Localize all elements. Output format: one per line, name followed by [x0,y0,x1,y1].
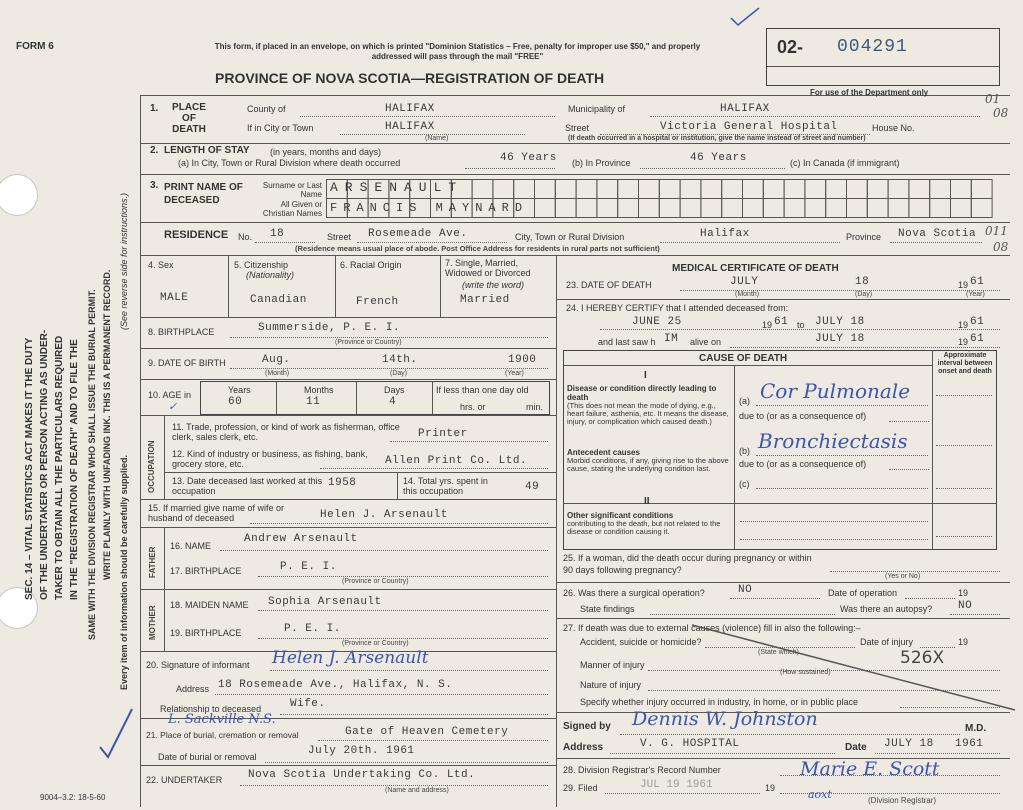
injury-year-prefix: 19 [958,637,969,647]
filed-stamp: JUL 19 1961 [640,779,713,791]
other-line-1 [740,521,928,522]
cause-interval-col [932,351,933,549]
city-label: If in City or Town [247,123,314,133]
rule-23 [556,299,1010,300]
dob-line [230,368,548,369]
rule-25 [556,582,1010,583]
autopsy-value: NO [958,600,973,612]
informant-sig-label: 20. Signature of informant [146,660,250,670]
marital-sub: (write the word) [462,280,525,290]
undertaker-cap: (Name and address) [385,787,449,794]
hrs-label: hrs. or [460,402,486,412]
min-label: min. [526,402,544,412]
registration-box [766,28,1000,86]
stay-a-value: 46 Years [500,152,557,164]
birthplace-label: 8. BIRTHPLACE [148,327,215,337]
marital-value: Married [460,294,510,306]
municipality-label: Municipality of [568,104,626,114]
occupation-section-label: OCCUPATION [147,440,156,493]
undertaker-line [240,785,548,786]
sex-label: 4. Sex [148,260,174,270]
birthplace-caption: (Province or Country) [335,339,402,346]
interval-line-1 [936,395,992,396]
burial-permit-note: L. Sackville N.S. [168,712,276,727]
alive-date: JULY 18 [815,333,865,345]
cause-a-value: Cor Pulmonale [760,379,911,403]
name-caption: (Name) [425,135,449,142]
residence-no-line [255,242,315,243]
cause-heading-rule [564,365,932,366]
last-worked-label: 13. Date deceased last worked at this occupation [172,476,323,496]
from-year: 61 [774,316,789,328]
industry-line [320,468,548,469]
dob-day: 14th. [382,354,418,366]
municipality-line [650,116,980,117]
nature-label: Nature of injury [580,680,642,690]
dod-month: JULY [730,276,759,288]
antecedent-label: Antecedent causes [567,448,640,457]
sex-value: MALE [160,292,189,304]
registrar-initials: aoxt [808,788,832,801]
rule-8 [140,348,556,349]
rule-2 [140,174,1010,175]
woman-label: 25. If a woman, did the death occur during pregnancy or within 90 days following pregnancy? [563,553,812,575]
informant-address-label: Address [176,684,210,694]
other-conditions-note: contributing to the death, but not related to the disease or condition causing it. [567,519,721,536]
due-to-a-line [889,421,929,422]
margin-text-6: WRITE PLAINLY WITH UNFADING INK. THIS IS A PERMANENT RECORD. [102,269,112,580]
rule-15 [140,527,556,528]
mother-maiden-label: 18. MAIDEN NAME [170,600,249,610]
burial-place-value: Gate of Heaven Cemetery [345,726,509,738]
place-num: 1. [150,103,159,114]
county-label: County of [247,104,286,114]
due-to-b-line [889,469,929,470]
due-to-a: due to (or as a consequence of) [739,411,867,421]
surgery-line [730,598,820,599]
findings-label: State findings [580,604,635,614]
age-label: 10. AGE in [148,390,192,400]
frame-center [556,255,557,807]
residence-province-line [890,242,982,243]
other-line-2 [740,539,928,540]
date-op-line [905,598,955,599]
disease-note: (This does not mean the mode of dying, e.g., heart failure, asthenia, etc. It means the disease, injury, or complication which caused death.) [567,401,729,426]
surgery-value: NO [738,584,753,596]
residence-no-label: No. [238,232,253,242]
rule-1 [140,143,1010,144]
street-label: Street [565,123,590,133]
col-6 [440,255,441,317]
mother-birthplace-line [258,638,548,639]
interval-line-2 [936,445,992,446]
relationship-line [280,714,548,715]
margin-text-5: SAME WITH THE DIVISION REGISTRAR WHO SHALL ISSUE THE BURIAL PERMIT. [87,289,97,640]
manner-code: 526X [900,648,945,668]
interval-line-4 [936,536,992,537]
filed-label: 29. Filed [563,783,598,793]
spouse-value: Helen J. Arsenault [320,509,448,521]
surname-value: ARSENAULT [330,180,464,195]
woman-line [830,571,1000,572]
age-months-value: 11 [306,396,321,408]
col-4 [228,255,229,317]
rule-4 [140,255,1010,256]
racial-origin-value: French [356,296,399,308]
dod-year: 61 [970,276,985,288]
stay-a-label: (a) In City, Town or Rural Division where death occurred [178,158,401,168]
alive-line [730,347,1000,348]
registrar-cap: (Division Registrar) [868,796,937,805]
total-years-value: 49 [525,481,540,493]
occupation-col [397,472,398,499]
age-col-2 [356,381,357,414]
stay-b-label: (b) In Province [572,158,631,168]
cause-a-label: (a) [739,396,750,406]
dod-line [680,290,1000,291]
age-days-value: 4 [389,396,397,408]
stay-num: 2. [150,145,159,156]
signer-address-value: V. G. HOSPITAL [640,738,740,750]
burial-place-line [318,740,548,741]
record-label: 28. Division Registrar's Record Number [563,765,721,775]
occupation-divider [164,415,165,499]
dob-year-cap: (Year) [505,370,524,377]
frame-left [140,95,141,807]
rule-3 [140,222,1010,223]
trade-label: 11. Trade, profession, or kind of work as fisherman, office clerk, sales clerk, etc. [172,422,400,442]
envelope-note: This form, if placed in an envelope, on which is printed "Dominion Statistics – Free, penalty for improper use $50," and properly addressed will pass through the mail "FREE" [214,42,701,61]
county-value: HALIFAX [385,103,435,115]
dod-year-prefix: 19 [958,280,969,290]
registrar-signature: Marie E. Scott [800,758,940,780]
manner-label: Manner of injury [580,660,645,670]
informant-signature: Helen J. Arsenault [272,648,429,668]
last-saw-label: and last saw h [598,337,656,347]
age-months-label: Months [304,385,334,395]
residence-street-value: Rosemeade Ave. [368,228,468,240]
from-year-prefix: 19 [762,320,773,330]
citizenship-label: 5. Citizenship [234,260,289,270]
rule-signature [556,758,1010,759]
cause-b-label: (b) [739,446,750,456]
given-label: All Given or Christian Names [262,200,322,218]
residence-city-label: City, Town or Rural Division [515,232,625,242]
birthplace-line [230,337,548,338]
industry-label: 12. Kind of industry or business, as fishing, bank, grocery store, etc. [172,449,368,469]
given-names-value: FRANCIS MAYNARD [330,201,529,215]
accident-label: Accident, suicide or homicide? [580,637,702,647]
due-to-b: due to (or as a consequence of) [739,459,867,469]
dod-label: 23. DATE OF DEATH [566,280,652,290]
dept-use-caption: For use of the Department only [810,88,929,97]
stay-b-value: 46 Years [690,152,747,164]
signer-address-label: Address [563,742,604,753]
alive-label: alive on [690,337,722,347]
burial-date-label: Date of burial or removal [158,752,257,762]
rule-14 [140,499,556,500]
racial-origin-label: 6. Racial Origin [340,260,402,270]
surname-label: Surname or Last Name [262,181,322,199]
city-value: HALIFAX [385,121,435,133]
municipality-value: HALIFAX [720,103,770,115]
mother-birthplace-value: P. E. I. [284,623,341,635]
to-year-prefix: 19 [958,320,969,330]
house-label: House No. [872,123,915,133]
residence-note: (Residence means usual place of abode. Post Office Address for residents in rural parts not sufficient) [295,244,660,253]
date-op-label: Date of operation [828,588,898,598]
mother-divider [164,589,165,651]
rule-father [140,589,556,590]
margin-text-2: OF THE UNDERTAKER OR PERSON ACTING AS UNDER- [39,329,50,600]
roman-one: I [644,370,647,381]
filed-line [605,793,760,794]
corner-code-2: 08 [993,106,1009,120]
burial-date-value: July 20th. 1961 [308,745,415,757]
industry-value: Allen Print Co. Ltd. [385,455,528,467]
mother-birthplace-cap: (Province or Country) [342,640,409,647]
county-line [300,116,555,117]
margin-text-8: Every item of information should be carefully supplied. [119,454,129,690]
father-birthplace-line [258,576,548,577]
rule-personal [140,317,556,318]
corner-code-1: 01 [985,92,1001,106]
registration-box-rule [767,66,999,67]
informant-sig-line [270,670,548,671]
residence-street-line [357,242,507,243]
physician-signature: Dennis W. Johnston [632,708,818,730]
dod-year-cap: (Year) [966,291,985,298]
marital-label: 7. Single, Married, Widowed or Divorced [445,258,531,278]
attended-to: JULY 18 [815,316,865,328]
spouse-label: 15. If married give name of wife or husband of deceased [148,503,285,523]
rule-21 [140,765,556,766]
total-years-label: 14. Total yrs. spent in this occupation [403,476,488,496]
sign-date-label: Date [845,742,867,753]
less-day-label: If less than one day old [436,385,529,395]
street-value: Victoria General Hospital [660,121,838,133]
stay-a-line [465,168,555,169]
punch-hole-top [0,174,38,216]
rule-12 [164,472,556,473]
stay-c-label: (c) In Canada (if immigrant) [790,158,900,168]
filed-year-prefix: 19 [765,783,776,793]
last-worked-value: 1958 [328,477,357,489]
residence-city-value: Halifax [700,228,750,240]
dob-month: Aug. [262,354,291,366]
residence-label: RESIDENCE [164,229,229,241]
strike-through-mark [690,615,1020,715]
margin-text-7: (See reverse side for instructions.) [119,192,129,330]
father-birthplace-value: P. E. I. [280,561,337,573]
col-5 [335,255,336,317]
dod-day: 18 [855,276,870,288]
citizenship-sub: (Nationality) [246,270,295,280]
rule-9 [140,379,556,380]
dod-day-cap: (Day) [855,291,873,298]
sign-year-value: 1961 [955,738,984,750]
father-name-value: Andrew Arsenault [244,533,358,545]
medical-heading: MEDICAL CERTIFICATE OF DEATH [672,263,839,274]
form-code: 9004–3.2: 18-5-60 [40,793,106,802]
dob-day-cap: (Day) [390,370,408,377]
deceased-num: 3. [150,180,159,191]
mother-section-label: MOTHER [148,605,157,640]
father-section-label: FATHER [148,546,157,578]
father-birthplace-cap: (Province or Country) [342,578,409,585]
age-years-value: 60 [228,396,243,408]
stay-b-line [640,168,785,169]
md-label: M.D. [965,723,987,734]
cause-c-line [756,488,928,489]
length-of-stay-label: LENGTH OF STAY [164,145,250,156]
roman-two: II [644,496,650,507]
citizenship-value: Canadian [250,294,307,306]
undertaker-value: Nova Scotia Undertaking Co. Ltd. [248,769,476,781]
trade-value: Printer [418,428,468,440]
form-title: PROVINCE OF NOVA SCOTIA—REGISTRATION OF DEATH [215,70,605,86]
residence-province-label: Province [846,232,882,242]
cause-c-label: (c) [739,479,750,489]
stay-units: (in years, months and days) [270,147,382,157]
cause-b-value: Bronchiectasis [758,429,908,453]
trade-line [390,441,548,442]
alive-year: 61 [970,333,985,345]
cause-of-death-box [563,350,997,550]
birthplace-value: Summerside, P. E. I. [258,322,401,334]
cause-b-line [756,455,928,456]
other-conditions-label: Other significant conditions [567,511,674,520]
signed-by-label: Signed by [563,721,611,732]
signed-line [620,734,960,735]
informant-address-line [215,694,548,695]
relationship-label: Relationship to deceased [160,704,262,714]
margin-text-4: IN THE "REGISTRATION OF DEATH" AND TO FILE THE [69,339,80,600]
residence-city-line [660,242,840,243]
residence-street-label: Street [327,232,352,242]
spouse-line [250,523,548,524]
specify-label: Specify whether injury occurred in industry, in home, or in public place [580,697,858,707]
surgery-label: 26. Was there a surgical operation? [563,588,705,598]
alive-year-prefix: 19 [958,337,969,347]
registration-prefix: 02- [777,37,804,57]
interval-label: Approximate interval between onset and death [937,352,993,375]
how-sustained-cap: (How sustained) [780,669,831,676]
place-of-death-label: PLACE OF DEATH [172,102,206,135]
age-col-3 [432,381,433,414]
cause-label-col [734,365,735,549]
dob-label: 9. DATE OF BIRTH [148,358,226,368]
residence-province-value: Nova Scotia [898,228,977,240]
residence-code-2: 08 [993,240,1009,254]
date-injury-label: Date of injury [860,637,914,647]
external-label: 27. If death was due to external causes (violence) fill in also the following:– [563,623,861,633]
undertaker-label: 22. UNDERTAKER [146,775,223,785]
father-divider [164,527,165,589]
mother-maiden-line [258,610,548,611]
op-year-prefix: 19 [958,588,969,598]
margin-text-3: TAKER TO OBTAIN ALL THE PARTICULARS REQUIRED [54,335,65,600]
tick-icon [728,6,762,28]
age-years-label: Years [228,385,251,395]
cause-heading: CAUSE OF DEATH [699,353,788,364]
sign-date-line [875,753,1000,754]
signer-address-line [610,753,835,754]
father-name-label: 16. NAME [170,541,212,551]
last-saw-him: IM [664,333,679,345]
age-check: ✓ [168,400,178,413]
autopsy-label: Was there an autopsy? [840,604,933,614]
residence-no-value: 18 [270,228,285,240]
yes-no-cap: (Yes or No) [885,573,921,580]
mother-birthplace-label: 19. BIRTHPLACE [170,628,242,638]
cause-section-rule [564,503,996,504]
cause-a-line [756,405,928,406]
dob-month-cap: (Month) [265,370,290,377]
burial-place-label: 21. Place of burial, cremation or removal [146,730,299,740]
sign-date-value: JULY 18 [884,738,934,750]
attended-from: JUNE 25 [632,316,682,328]
age-days-label: Days [384,385,405,395]
to-year: 61 [970,316,985,328]
relationship-value: Wife. [290,698,326,710]
registration-number: 004291 [837,37,908,57]
father-birthplace-label: 17. BIRTHPLACE [170,566,242,576]
age-col-1 [276,381,277,414]
burial-date-line [265,762,548,763]
disease-label: Disease or condition directly leading to death [567,384,717,402]
hospital-note: (If death occurred in a hospital or institution, give the name instead of street and number) [568,135,866,142]
rule-10 [140,415,556,416]
interval-line-3 [936,488,992,489]
antecedent-note: Morbid conditions, if any, giving rise to the above cause, stating the underlying condition last. [567,456,729,473]
residence-code-1: 011 [985,224,1008,238]
mother-maiden-value: Sophia Arsenault [268,596,382,608]
to-label: to [797,320,805,330]
informant-address-value: 18 Rosemeade Ave., Halifax, N. S. [218,679,453,691]
dob-year: 1900 [508,354,537,366]
deceased-label: PRINT NAME OF DECEASED [164,182,243,206]
certify-label: 24. I HEREBY CERTIFY that I attended deceased from: [566,303,789,313]
dod-month-cap: (Month) [735,291,760,298]
father-name-line [220,550,548,551]
form-number: FORM 6 [16,41,54,52]
margin-text-1: SEC. 14 – VITAL STATISTICS ACT MAKES IT THE DUTY [24,337,35,600]
state-which-cap: (State which) [758,649,799,656]
check-mark-icon [96,705,136,760]
